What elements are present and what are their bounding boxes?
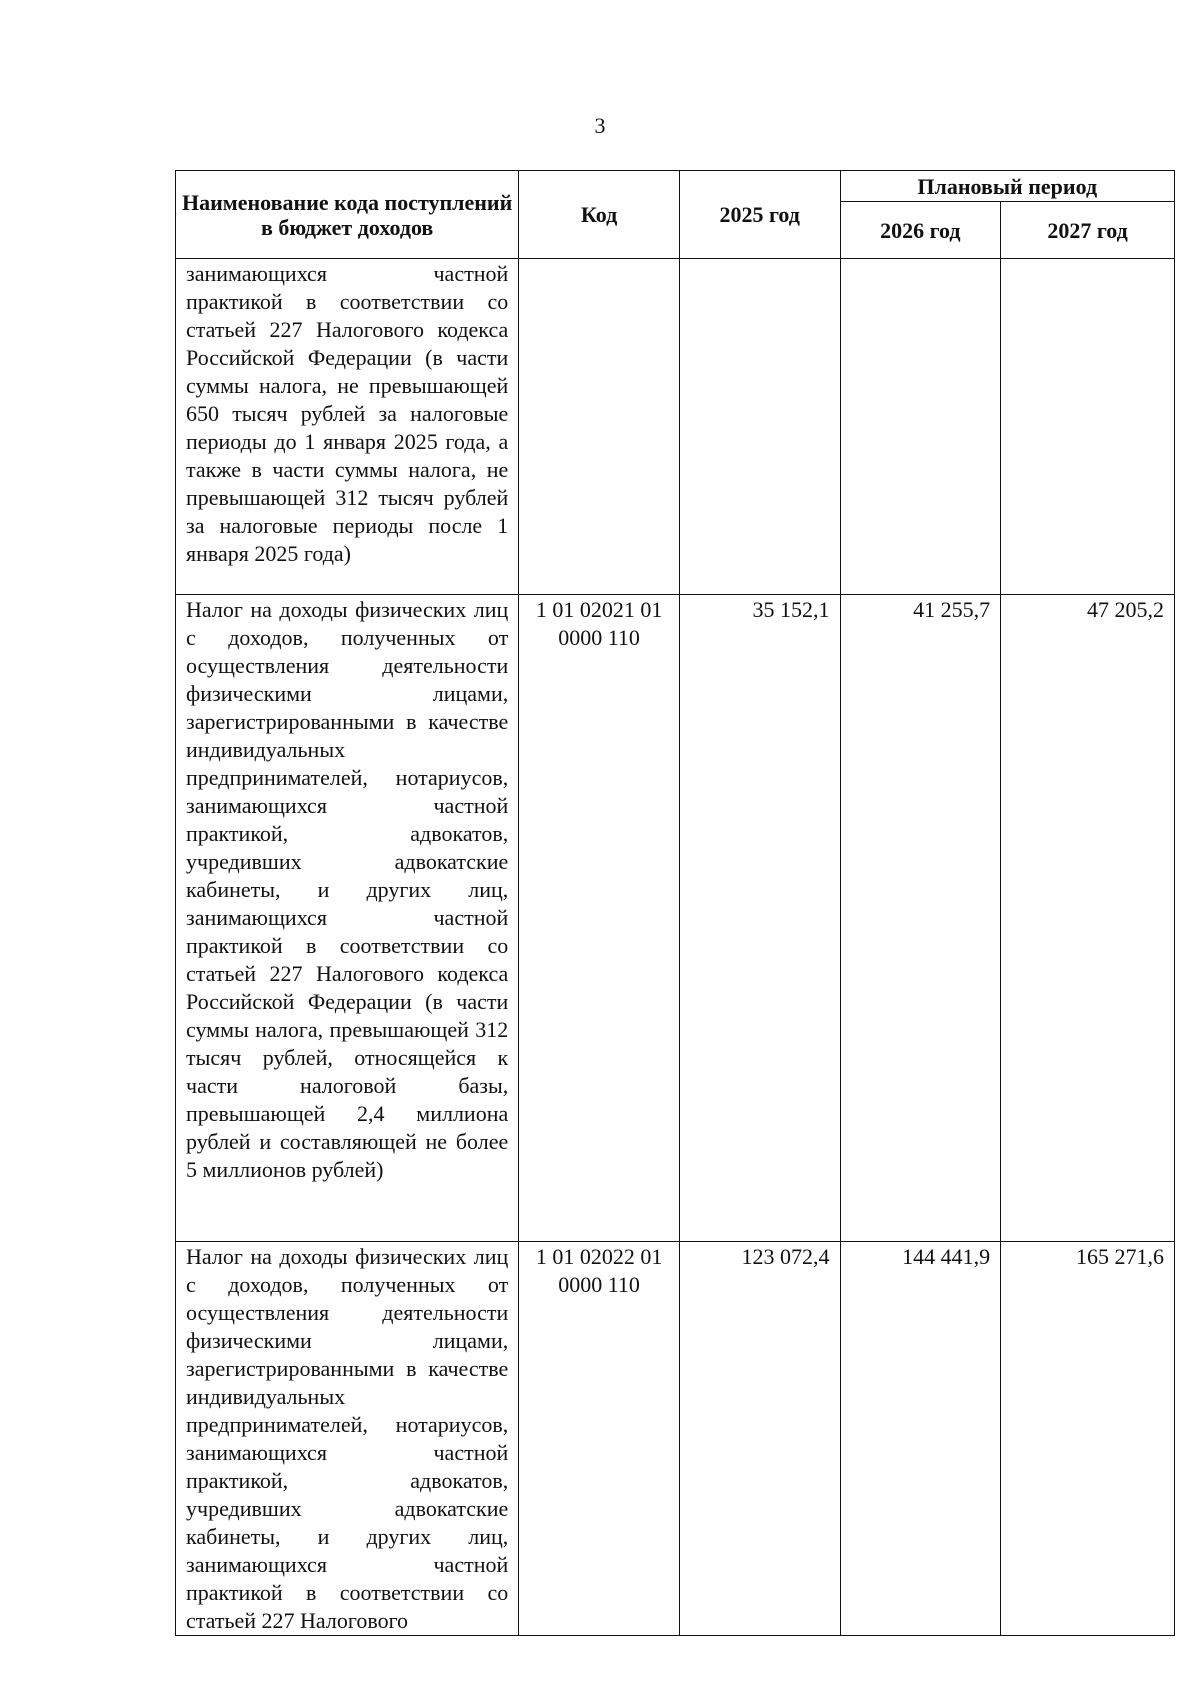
value-2026-cell: 144 441,9 (840, 1242, 1001, 1636)
table-header (176, 171, 1175, 259)
table-row (176, 1242, 1175, 1636)
value-2025-cell: 123 072,4 (679, 1242, 840, 1636)
header-year-2025: 2025 год (679, 171, 840, 259)
value-2026-cell: 41 255,7 (840, 595, 1001, 1242)
revenue-name-cell: Налог на доходы физических лиц с доходов, полученных от осуществления деятельности физическими лицами, зарегистрированными в качестве индивидуальных предпринимателей, нотариусов, занимающихся частной практикой, адвокатов, учредивших адвокатские кабинеты, и других лиц, занимающихся частной практикой в соответствии со статьей 227 Налогового (176, 1242, 519, 1636)
header-name: Наименование кода поступлений в бюджет доходов (176, 171, 519, 259)
revenue-name-cell: занимающихся частной практикой в соответствии со статьей 227 Налогового кодекса Российской Федерации (в части суммы налога, не превышающей 650 тысяч рублей за налоговые периоды до 1 января 2025 года, а также в части суммы налога, не превышающей 312 тысяч рублей за налоговые периоды после 1 января 2025 года) (176, 259, 519, 595)
page-number: 3 (594, 113, 606, 138)
value-2026-cell (840, 259, 1001, 595)
value-2025-cell (679, 259, 840, 595)
header-planned-period: Плановый период (840, 171, 1175, 202)
value-2027-cell (1001, 259, 1175, 595)
table-row (176, 259, 1175, 595)
header-year-2027: 2027 год (1001, 202, 1175, 259)
revenue-code-cell (519, 259, 680, 595)
table-row (176, 595, 1175, 1242)
revenue-code-cell: 1 01 02022 01 0000 110 (519, 1242, 680, 1636)
budget-revenue-table (175, 170, 1175, 1636)
value-2025-cell: 35 152,1 (679, 595, 840, 1242)
header-year-2026: 2026 год (840, 202, 1001, 259)
revenue-code-cell: 1 01 02021 01 0000 110 (519, 595, 680, 1242)
value-2027-cell: 165 271,6 (1001, 1242, 1175, 1636)
value-2027-cell: 47 205,2 (1001, 595, 1175, 1242)
revenue-name-cell: Налог на доходы физических лиц с доходов, полученных от осуществления деятельности физическими лицами, зарегистрированными в качестве индивидуальных предпринимателей, нотариусов, занимающихся частной практикой, адвокатов, учредивших адвокатские кабинеты, и других лиц, занимающихся частной практикой в соответствии со статьей 227 Налогового кодекса Российской Федерации (в части суммы налога, превышающей 312 тысяч рублей, относящейся к части налоговой базы, превышающей 2,4 миллиона рублей и составляющей не более 5 миллионов рублей) (176, 595, 519, 1242)
header-code: Код (519, 171, 680, 259)
